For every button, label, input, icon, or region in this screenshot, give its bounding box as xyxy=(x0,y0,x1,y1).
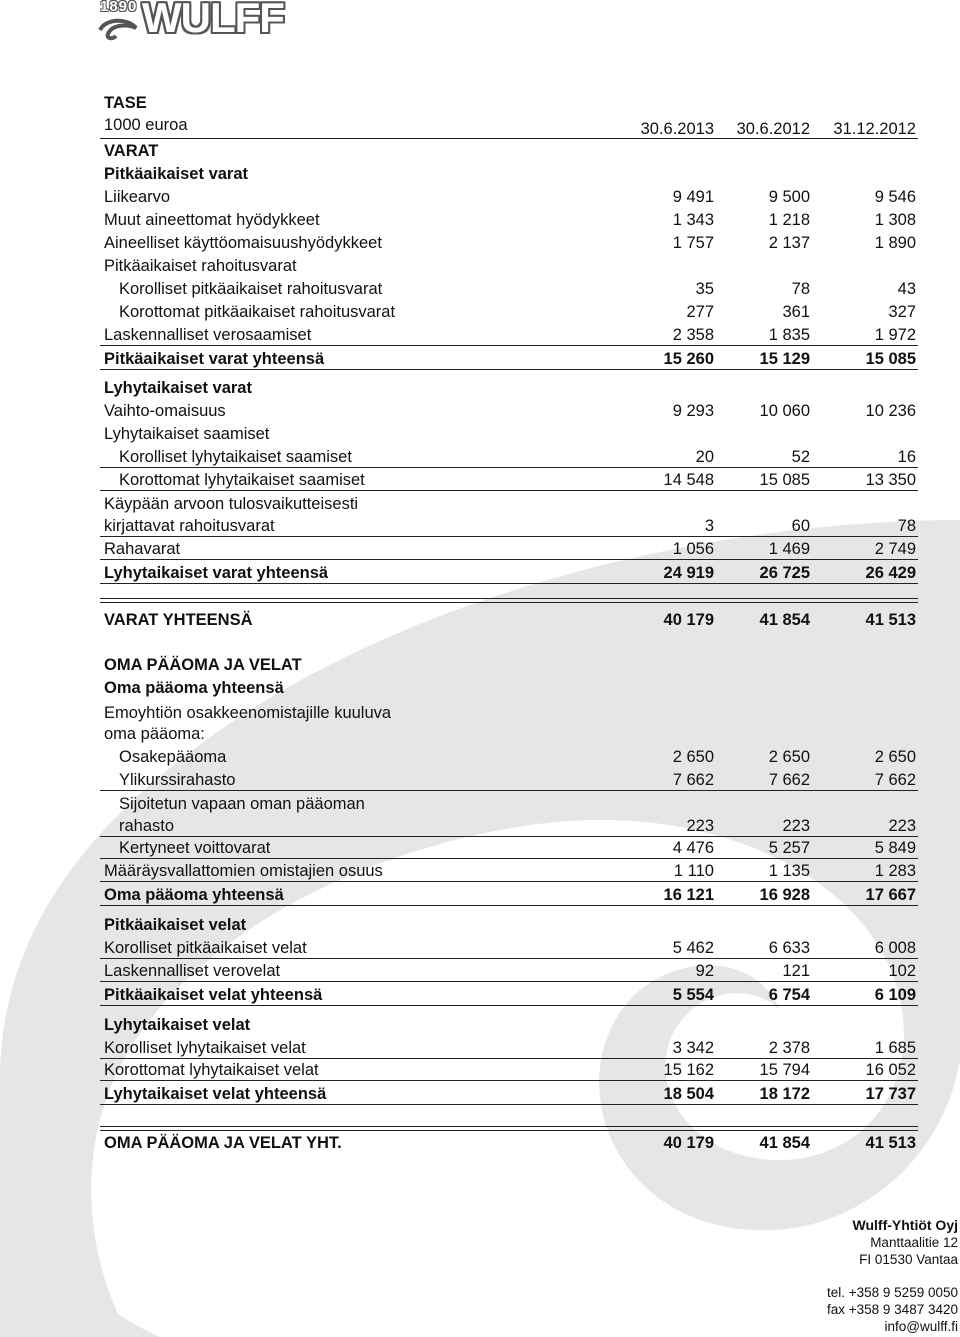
total-rule-bottom xyxy=(100,1126,918,1127)
row-value: 1 757 xyxy=(672,234,714,252)
table-row xyxy=(104,837,916,859)
row-value: 13 350 xyxy=(865,471,916,489)
row-value: 15 260 xyxy=(663,350,714,368)
row-rule xyxy=(100,583,918,584)
row-value: 5 554 xyxy=(672,986,714,1004)
logo-swirl-icon xyxy=(98,16,140,42)
row-label: OMA PÄÄOMA JA VELAT YHT. xyxy=(104,1134,342,1152)
row-value: 9 500 xyxy=(768,188,810,206)
row-value: 16 xyxy=(897,448,916,466)
row-value: 1 890 xyxy=(874,234,916,252)
total-rule-top xyxy=(100,598,918,599)
table-row xyxy=(104,702,916,724)
row-value: 6 008 xyxy=(874,939,916,957)
row-label: Sijoitetun vapaan oman pääoman xyxy=(119,795,365,813)
row-value: 1 685 xyxy=(874,1039,916,1057)
row-label: Oma pääoma yhteensä xyxy=(104,886,284,904)
row-label: Liikearvo xyxy=(104,188,171,206)
row-value: 9 293 xyxy=(672,402,714,420)
table-row xyxy=(104,400,916,422)
table-row xyxy=(104,493,916,515)
row-label: VARAT YHTEENSÄ xyxy=(104,611,253,629)
row-rule xyxy=(100,881,918,882)
row-label: Korottomat lyhytaikaiset velat xyxy=(104,1061,319,1079)
table-row xyxy=(104,1132,916,1154)
row-label: Muut aineettomat hyödykkeet xyxy=(104,211,320,229)
row-rule xyxy=(100,369,918,370)
row-value: 5 462 xyxy=(672,939,714,957)
row-label: Pitkäaikaiset varat xyxy=(104,165,249,183)
table-row xyxy=(104,746,916,768)
row-label: Pitkäaikaiset velat yhteensä xyxy=(104,986,323,1004)
row-value: 1 056 xyxy=(672,540,714,558)
column-header-row xyxy=(104,114,916,136)
row-value: 78 xyxy=(791,280,810,298)
row-value: 78 xyxy=(897,517,916,535)
row-label: rahasto xyxy=(119,817,175,835)
row-rule xyxy=(100,536,918,537)
row-value: 15 162 xyxy=(663,1061,714,1079)
row-label: Lyhytaikaiset velat xyxy=(104,1016,251,1034)
row-rule xyxy=(100,905,918,906)
table-row xyxy=(104,914,916,936)
table-row xyxy=(104,255,916,277)
table-row xyxy=(104,984,916,1006)
table-row xyxy=(104,562,916,584)
logo-year: 1890 xyxy=(100,0,138,15)
table-row xyxy=(104,960,916,982)
row-rule xyxy=(100,1080,918,1081)
row-value: 15 085 xyxy=(865,350,916,368)
table-row xyxy=(104,937,916,959)
row-value: 17 667 xyxy=(865,886,916,904)
row-value: 2 378 xyxy=(768,1039,810,1057)
row-value: 40 179 xyxy=(663,611,714,629)
row-value: 6 109 xyxy=(874,986,916,1004)
row-value: 2 137 xyxy=(768,234,810,252)
row-value: 1 283 xyxy=(874,862,916,880)
table-row xyxy=(104,324,916,346)
row-label: Kertyneet voittovarat xyxy=(119,839,271,857)
row-value: 16 052 xyxy=(865,1061,916,1079)
row-value: 26 429 xyxy=(865,564,916,582)
table-row xyxy=(104,301,916,323)
row-value: 2 650 xyxy=(768,748,810,766)
row-value: 7 662 xyxy=(768,771,810,789)
row-value: 223 xyxy=(888,817,916,835)
row-label: Määräysvallattomien omistajien osuus xyxy=(104,862,383,880)
table-row xyxy=(104,140,916,162)
table-row xyxy=(104,278,916,300)
row-value: 6 633 xyxy=(768,939,810,957)
row-value: 3 342 xyxy=(672,1039,714,1057)
sheet-title-row xyxy=(104,92,916,114)
row-rule xyxy=(100,958,918,959)
table-row xyxy=(104,609,916,631)
row-value: 52 xyxy=(791,448,810,466)
header-rule xyxy=(100,138,918,139)
row-value: 10 236 xyxy=(865,402,916,420)
row-label: Rahavarat xyxy=(104,540,181,558)
table-row xyxy=(104,163,916,185)
row-value: 4 476 xyxy=(672,839,714,857)
row-value: 223 xyxy=(686,817,714,835)
row-value: 41 513 xyxy=(865,1134,916,1152)
row-value: 15 129 xyxy=(759,350,810,368)
table-row xyxy=(104,446,916,468)
row-value: 9 491 xyxy=(672,188,714,206)
row-value: 2 650 xyxy=(672,748,714,766)
row-value: 16 121 xyxy=(663,886,714,904)
row-value: 277 xyxy=(686,303,714,321)
footer-phone: tel. +358 9 5259 0050 xyxy=(827,1285,958,1300)
row-rule xyxy=(100,467,918,468)
table-row xyxy=(104,884,916,906)
table-row xyxy=(104,515,916,537)
row-value: 5 257 xyxy=(768,839,810,857)
row-value: 40 179 xyxy=(663,1134,714,1152)
table-row xyxy=(104,677,916,699)
row-label: kirjattavat rahoitusvarat xyxy=(104,517,275,535)
row-value: 2 749 xyxy=(874,540,916,558)
row-value: 1 110 xyxy=(673,862,714,880)
row-rule xyxy=(100,490,918,491)
row-rule xyxy=(100,981,918,982)
row-value: 9 546 xyxy=(874,188,916,206)
row-value: 1 218 xyxy=(768,211,810,229)
row-rule xyxy=(100,1005,918,1006)
row-label: Ylikurssirahasto xyxy=(119,771,236,789)
total-rule-top xyxy=(100,602,918,603)
row-value: 1 308 xyxy=(874,211,916,229)
row-value: 7 662 xyxy=(672,771,714,789)
row-value: 1 835 xyxy=(768,326,810,344)
row-value: 327 xyxy=(888,303,916,321)
table-row xyxy=(104,1014,916,1036)
table-row xyxy=(104,1083,916,1105)
row-value: 16 928 xyxy=(759,886,810,904)
table-row xyxy=(104,769,916,791)
footer-city: FI 01530 Vantaa xyxy=(859,1252,958,1267)
table-row xyxy=(104,860,916,882)
row-value: 1 135 xyxy=(768,862,810,880)
table-row xyxy=(104,377,916,399)
row-value: 1 343 xyxy=(672,211,714,229)
row-label: Emoyhtiön osakkeenomistajille kuuluva xyxy=(104,704,392,722)
row-value: 43 xyxy=(897,280,916,298)
table-row xyxy=(104,1037,916,1059)
row-value: 24 919 xyxy=(663,564,714,582)
table-row xyxy=(104,232,916,254)
row-rule xyxy=(100,559,918,560)
row-value: 41 513 xyxy=(865,611,916,629)
row-label: Korolliset lyhytaikaiset velat xyxy=(104,1039,306,1057)
row-value: 2 650 xyxy=(874,748,916,766)
row-label: Lyhytaikaiset varat yhteensä xyxy=(104,564,329,582)
table-row xyxy=(104,469,916,491)
row-label: VARAT xyxy=(104,142,159,160)
row-label: Vaihto-omaisuus xyxy=(104,402,226,420)
row-label: Korolliset pitkäaikaiset rahoitusvarat xyxy=(119,280,383,298)
row-value: 223 xyxy=(782,817,810,835)
row-label: Käypään arvoon tulosvaikutteisesti xyxy=(104,495,359,513)
logo-name: WULFF xyxy=(142,0,284,41)
row-label: Korottomat lyhytaikaiset saamiset xyxy=(119,471,365,489)
row-value: 1 469 xyxy=(768,540,810,558)
row-label: Pitkäaikaiset varat yhteensä xyxy=(104,350,325,368)
row-label: OMA PÄÄOMA JA VELAT xyxy=(104,656,302,674)
table-row xyxy=(104,423,916,445)
row-value: 41 854 xyxy=(759,611,810,629)
row-value: 35 xyxy=(695,280,714,298)
row-value: 14 548 xyxy=(663,471,714,489)
sheet-title: TASE xyxy=(104,94,147,112)
column-header: 30.6.2013 xyxy=(640,120,714,138)
footer-fax: fax +358 9 3487 3420 xyxy=(827,1302,958,1317)
footer-email[interactable]: info@wulff.fi xyxy=(884,1319,958,1334)
row-label: Korolliset pitkäaikaiset velat xyxy=(104,939,307,957)
row-label: Laskennalliset verovelat xyxy=(104,962,281,980)
row-value: 102 xyxy=(888,962,916,980)
row-label: Pitkäaikaiset rahoitusvarat xyxy=(104,257,297,275)
row-value: 361 xyxy=(782,303,810,321)
total-rule-bottom xyxy=(100,1130,918,1131)
table-row xyxy=(104,209,916,231)
table-row xyxy=(104,186,916,208)
row-value: 7 662 xyxy=(874,771,916,789)
row-value: 15 794 xyxy=(759,1061,810,1079)
row-label: Lyhytaikaiset velat yhteensä xyxy=(104,1085,327,1103)
row-value: 18 172 xyxy=(759,1085,810,1103)
table-row xyxy=(104,1059,916,1081)
company-footer xyxy=(658,1217,958,1335)
row-label: Lyhytaikaiset saamiset xyxy=(104,425,270,443)
footer-street: Manttaalitie 12 xyxy=(870,1235,958,1250)
row-value: 10 060 xyxy=(759,402,810,420)
row-value: 41 854 xyxy=(759,1134,810,1152)
table-row xyxy=(104,538,916,560)
footer-company: Wulff-Yhtiöt Oyj xyxy=(852,1217,958,1233)
row-label: Pitkäaikaiset velat xyxy=(104,916,247,934)
row-rule xyxy=(100,858,918,859)
column-header: 31.12.2012 xyxy=(833,120,916,138)
row-label: Osakepääoma xyxy=(119,748,227,766)
row-label: Lyhytaikaiset varat xyxy=(104,379,252,397)
row-value: 121 xyxy=(782,962,810,980)
table-row xyxy=(104,654,916,676)
row-value: 17 737 xyxy=(865,1085,916,1103)
row-rule xyxy=(100,1104,918,1105)
row-value: 5 849 xyxy=(874,839,916,857)
row-label: Oma pääoma yhteensä xyxy=(104,679,284,697)
row-value: 3 xyxy=(704,517,714,535)
wulff-logo xyxy=(96,0,366,50)
row-value: 18 504 xyxy=(663,1085,714,1103)
row-value: 26 725 xyxy=(759,564,810,582)
unit-label: 1000 euroa xyxy=(104,116,188,134)
row-value: 20 xyxy=(695,448,714,466)
row-rule xyxy=(100,345,918,346)
table-row xyxy=(104,348,916,370)
row-label: Aineelliset käyttöomaisuushyödykkeet xyxy=(104,234,382,252)
column-header: 30.6.2012 xyxy=(736,120,810,138)
table-row xyxy=(104,815,916,837)
table-row xyxy=(104,723,916,745)
row-value: 15 085 xyxy=(759,471,810,489)
row-value: 92 xyxy=(695,962,714,980)
table-row xyxy=(104,793,916,815)
row-rule xyxy=(100,790,918,791)
row-value: 2 358 xyxy=(672,326,714,344)
row-label: Korottomat pitkäaikaiset rahoitusvarat xyxy=(119,303,396,321)
row-value: 60 xyxy=(791,517,810,535)
row-value: 6 754 xyxy=(768,986,810,1004)
row-label: Korolliset lyhytaikaiset saamiset xyxy=(119,448,352,466)
row-value: 1 972 xyxy=(874,326,916,344)
row-label: Laskennalliset verosaamiset xyxy=(104,326,312,344)
row-label: oma pääoma: xyxy=(104,725,205,743)
